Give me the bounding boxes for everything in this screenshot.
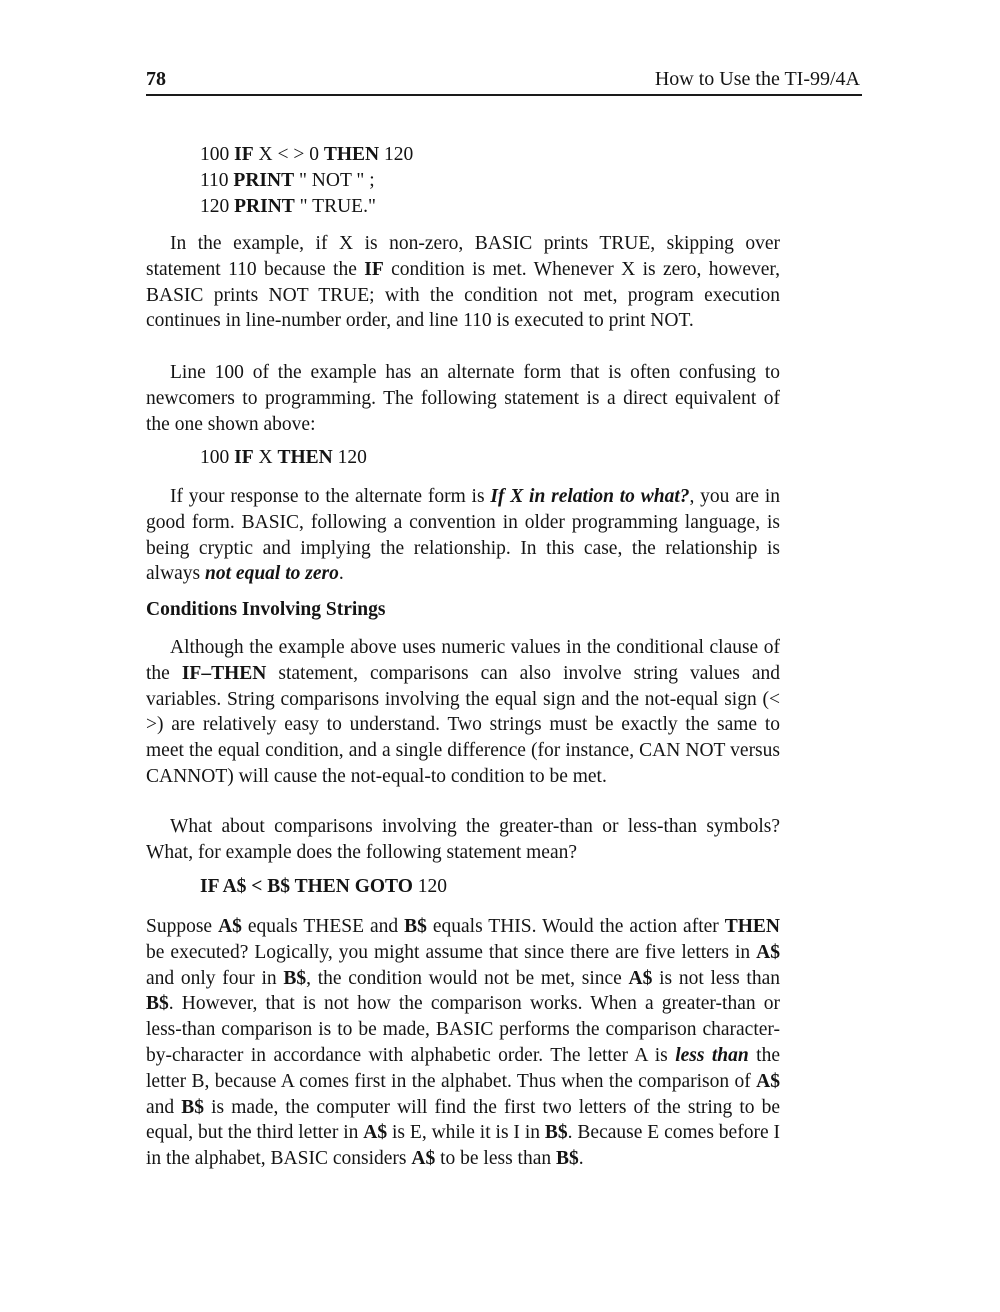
- keyword: IF–THEN: [181, 662, 267, 684]
- variable: B$: [146, 993, 169, 1015]
- paragraph-5: What about comparisons involving the greater-than or less-than symbols? What, for example does the following statement mean?: [146, 816, 780, 863]
- running-title: How to Use the TI-99/4A: [654, 68, 860, 90]
- code-text: 120: [332, 447, 367, 468]
- variable: A$: [756, 941, 780, 963]
- emphasis: not equal to zero: [205, 563, 339, 585]
- paragraph-2: Line 100 of the example has an alternate form that is often confusing to newcomers to programming. The following statement is a direct equivalent of the one shown above:: [146, 362, 780, 435]
- text-run: is not less than: [652, 967, 781, 989]
- line-number: 100: [200, 447, 230, 468]
- variable: A$: [218, 916, 242, 937]
- text-run: Although the example above uses numeric values in the conditional clause of the: [146, 637, 780, 684]
- text-run: . However, that is not how the comparison works. When a greater-than or less-than comparison is to be made, BASIC performs the comparison character-by-character in accordance with alphabetic order. The letter A is: [146, 993, 780, 1066]
- keyword: THEN: [724, 916, 781, 937]
- variable: B$: [283, 967, 307, 989]
- variable: B$: [404, 916, 427, 937]
- line-number: 110: [200, 170, 229, 191]
- text-run: statement, comparisons can also involve string values and variables. String comparisons involving the equal sign and the not-equal sign (< >) are relatively easy to understand. Two strings must be exactly the same to meet the equal condition, and a single difference (for instance, CAN NOT versus CANNOT) will cause the not-equal-to condition to be met.: [146, 662, 780, 787]
- keyword: IF: [234, 144, 254, 165]
- paragraph-3: [146, 484, 780, 587]
- text-run: condition is met. Whenever X is zero, however, BASIC prints NOT TRUE; with the condition not met, program execution continues in line-number order, and line 110 is executed to print NOT.: [146, 258, 780, 332]
- keyword: IF: [364, 258, 384, 280]
- text-run: to be less than: [435, 1148, 556, 1170]
- variable: A$: [756, 1070, 780, 1092]
- keyword: THEN GOTO: [294, 876, 413, 897]
- running-header: [146, 68, 862, 96]
- code-line: [200, 194, 413, 220]
- code-text: X < > 0: [253, 144, 324, 165]
- line-number: 100: [200, 144, 230, 165]
- text-run: .: [338, 563, 344, 585]
- text-run: equals THESE and: [241, 916, 405, 937]
- code-line: [200, 142, 413, 168]
- section-heading: Conditions Involving Strings: [146, 599, 386, 620]
- text-run: , the condition would not be met, since: [306, 967, 629, 989]
- line-number: 120: [200, 196, 230, 217]
- text-run: . Because E comes before I in the alphabet, BASIC considers: [146, 1122, 780, 1170]
- keyword: PRINT: [233, 170, 295, 191]
- paragraph-4: [146, 635, 780, 790]
- code-text: X: [253, 447, 278, 468]
- code-listing-1: [200, 142, 413, 220]
- keyword: IF: [234, 447, 254, 468]
- paragraph-1: [146, 231, 780, 334]
- text-run: Suppose: [146, 916, 219, 937]
- text-run: is E, while it is I in: [387, 1122, 545, 1144]
- variable: B$: [556, 1148, 579, 1170]
- page-number: 78: [146, 68, 166, 90]
- text-run: In the example, if X is non-zero, BASIC prints TRUE, skipping over statement 110 because the: [146, 233, 780, 280]
- text-run: the letter B, because A comes first in the alphabet. Thus when the comparison of: [146, 1044, 780, 1092]
- text-run: If your response to the alternate form is: [170, 486, 491, 507]
- variable: A$: [628, 967, 653, 989]
- code-listing-2: [200, 445, 367, 471]
- code-text: 120: [412, 876, 447, 897]
- keyword: PRINT: [234, 196, 295, 217]
- keyword: IF: [200, 876, 219, 897]
- keyword: THEN: [323, 144, 380, 165]
- text-run: equals THIS. Would the action after: [426, 916, 725, 937]
- emphasis: less than: [675, 1044, 749, 1066]
- code-text: " NOT " ;: [294, 170, 375, 191]
- text-run: is made, the computer will find the first two letters of the string to be equal, but the third letter in: [146, 1096, 781, 1144]
- code-text: 120: [379, 144, 414, 165]
- text-run: , you are in good form. BASIC, following a convention in older programming language, is being cryptic and implying the relationship. In this case, the relationship is always: [146, 486, 780, 585]
- code-line: [200, 168, 413, 194]
- paragraph-6: [146, 914, 780, 1172]
- text-run: .: [578, 1148, 584, 1170]
- code-text: " TRUE.": [294, 196, 376, 217]
- code-listing-3: [200, 874, 447, 900]
- variable: B$: [181, 1096, 205, 1118]
- variable: A$: [363, 1122, 388, 1144]
- text-run: and only four in: [146, 967, 284, 989]
- text-run: be executed? Logically, you might assume that since there are five letters in: [146, 941, 757, 963]
- text-run: and: [146, 1096, 182, 1118]
- keyword: THEN: [277, 447, 333, 468]
- variable: A$: [411, 1148, 436, 1170]
- code-text: A$ < B$: [218, 876, 295, 897]
- variable: B$: [544, 1122, 568, 1144]
- emphasis: If X in relation to what?: [490, 486, 690, 507]
